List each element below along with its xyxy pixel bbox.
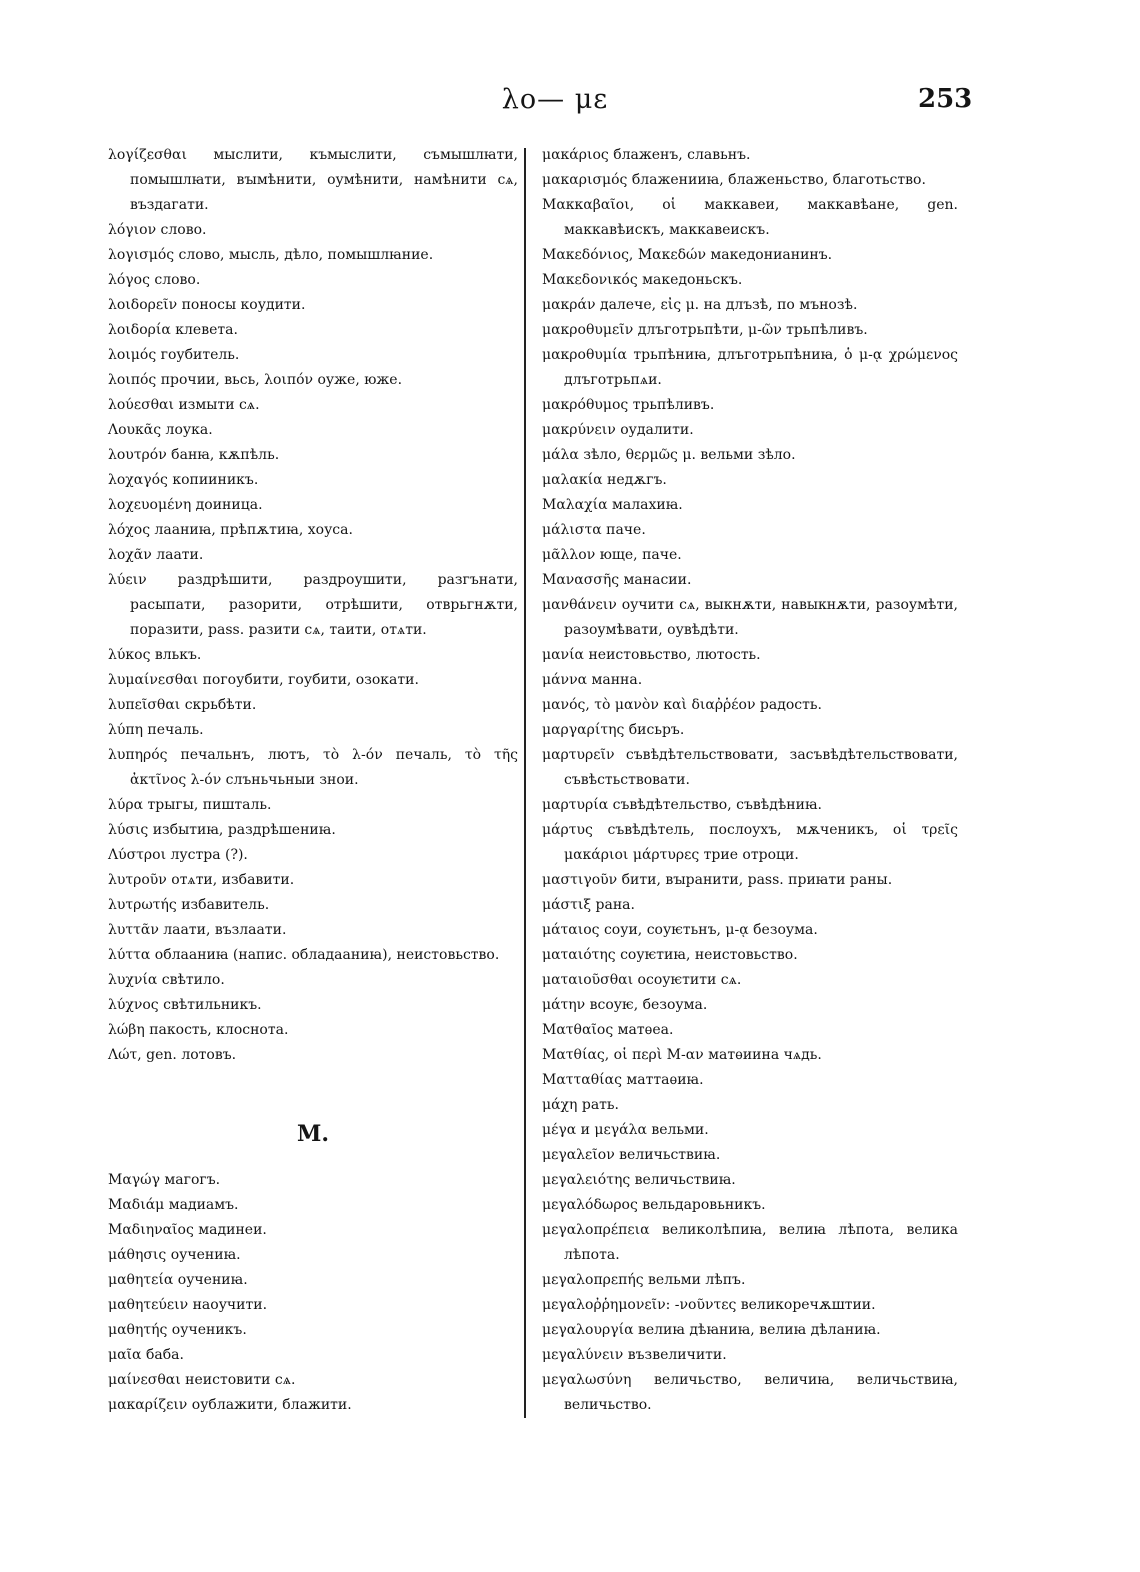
- dictionary-entry: μακροθυμεῖν длъготрьпѣти, μ-ῶν трьпѣливъ.: [542, 322, 868, 338]
- dictionary-entry: μαθητεία оучениꙗ.: [108, 1272, 248, 1288]
- column-divider: [524, 148, 526, 1418]
- dictionary-entry: μεγαλοῤῥημονεῖν: -νοῦντες великоречѫштии.: [542, 1297, 876, 1313]
- dictionary-entry: μάστιξ рана.: [542, 897, 635, 913]
- dictionary-entry: μαστιγοῦν бити, вꙑранити, pass. приꙗти раны.: [542, 872, 893, 888]
- dictionary-entry: μεγαλοπρεπής вельми лѣпъ.: [542, 1272, 746, 1288]
- dictionary-entry: Μακεδόνιος, Μακεδών македонианинъ.: [542, 247, 833, 263]
- dictionary-entry: ματαιότης соуѥтиꙗ, неистовьство.: [542, 947, 798, 963]
- dictionary-entry: λούεσθαι измыти сѧ.: [108, 397, 260, 413]
- dictionary-entry: μανία неистовьство, лютость.: [542, 647, 761, 663]
- dictionary-entry: λοχευομένη доиница.: [108, 497, 263, 513]
- dictionary-entry: λυττᾶν лаати, възлаати.: [108, 922, 287, 938]
- section-letter-m: M.: [296, 1121, 329, 1147]
- dictionary-entry: μαλακία недѫгъ.: [542, 472, 667, 488]
- dictionary-entry: Ματθαῖος матѳеа.: [542, 1022, 674, 1038]
- dictionary-entry: λουτρόν банꙗ, кѫпѣль.: [108, 447, 280, 463]
- dictionary-entry: μάχη рать.: [542, 1097, 619, 1113]
- dictionary-entry: λογίζεσθαι мыслити, къмыслити, съмышлꙗти, помышлꙗти, вꙑмѣнити, оумѣнити, намѣнити сѧ, въздагати.: [108, 147, 518, 213]
- dictionary-entry: λυπεῖσθαι скрьбѣти.: [108, 697, 257, 713]
- dictionary-entry: μεγαλύνειν възвеличити.: [542, 1347, 727, 1363]
- dictionary-entry: Λουκᾶς лоука.: [108, 422, 213, 438]
- dictionary-entry: λύπη печаль.: [108, 722, 204, 738]
- dictionary-entry: μακαρίζειν оублажити, блажити.: [108, 1397, 352, 1413]
- dictionary-entry: λυπηρός печальнъ, лютъ, τὸ λ-όν печаль, τὸ τῆς ἀκτῖνος λ-όν слъньчьныи знои.: [108, 747, 518, 788]
- dictionary-entry: μαίνεσθαι неистовити сѧ.: [108, 1372, 296, 1388]
- dictionary-entry: Μαδιηναῖος мадинеи.: [108, 1222, 267, 1238]
- dictionary-entry: λογισμός слово, мысль, дѣло, помышлꙗние.: [108, 247, 434, 263]
- dictionary-entry: μάννα манна.: [542, 672, 643, 688]
- dictionary-entry: μακράν далече, εἰς μ. на длъзѣ, по мънозѣ.: [542, 297, 858, 313]
- dictionary-entry: λύττα облааниꙗ (напис. обладааниꙗ), неистовьство.: [108, 947, 500, 963]
- page-number: 253: [918, 84, 973, 114]
- dictionary-entry: μαρτυρία съвѣдѣтельство, съвѣдѣниꙗ.: [542, 797, 822, 813]
- dictionary-entry: λυτρωτής избавитель.: [108, 897, 270, 913]
- dictionary-entry: Μανασσῆς манасии.: [542, 572, 692, 588]
- dictionary-entry: λυμαίνεσθαι погоубити, гоубити, озокати.: [108, 672, 419, 688]
- dictionary-entry: Μακκαβαῖοι, οἱ маккавеи, маккавѣане, gen. маккавѣискъ, маккавеискъ.: [542, 197, 958, 238]
- dictionary-entry: λοιπός прочии, вьсь, λοιπόν оуже, юже.: [108, 372, 403, 388]
- dictionary-entry: μεγαλωσύνη величьство, величиꙗ, величьствиꙗ, величьство.: [542, 1372, 958, 1413]
- dictionary-entry: μακρύνειν оудалити.: [542, 422, 694, 438]
- dictionary-entry: λύσις избытиꙗ, раздрѣшениꙗ.: [108, 822, 336, 838]
- dictionary-entry: Λύστροι лустра (?).: [108, 847, 248, 863]
- dictionary-entry: μαθητής оученикъ.: [108, 1322, 247, 1338]
- left-entries-list: [108, 143, 518, 1068]
- dictionary-entry: λοχᾶν лаати.: [108, 547, 204, 563]
- dictionary-entry: μᾶλλον юще, паче.: [542, 547, 682, 563]
- dictionary-entry: ματαιοῦσθαι осоуѥтити сѧ.: [542, 972, 742, 988]
- dictionary-entry: λύκος влькъ.: [108, 647, 202, 663]
- dictionary-entry: μακρόθυμος трьпѣливъ.: [542, 397, 715, 413]
- dictionary-entry: λυτροῦν отѧти, избавити.: [108, 872, 295, 888]
- section-gap: [108, 1068, 518, 1120]
- page-header-title: λο— με: [501, 84, 609, 115]
- dictionary-entry: Ματθίας, οἱ περὶ M-αν матѳиина чѧдь.: [542, 1047, 822, 1063]
- dictionary-entry: λύρα трыгы, пишталь.: [108, 797, 272, 813]
- left-entries-m-list: [108, 1168, 518, 1418]
- dictionary-entry: μανός, τὸ μανὸν καὶ διαῤῥέον радость.: [542, 697, 822, 713]
- dictionary-entry: μάρτυς съвѣдѣтель, послоухъ, мѫченикъ, οἱ τρεῖς μακάριοι μάρτυρες трие отроци.: [542, 822, 958, 863]
- dictionary-entry: λοιδορία клевета.: [108, 322, 238, 338]
- dictionary-entry: μεγαλόδωρος вельдаровьникъ.: [542, 1197, 766, 1213]
- dictionary-entry: μάλα зѣло, θερμῶς μ. вельми зѣло.: [542, 447, 796, 463]
- dictionary-entry: λύειν раздрѣшити, раздроушити, разгънати, расыпати, разорити, отрѣшити, отврьгнѫти, поразити, pass. разити сѧ, таити, отѧти.: [108, 572, 518, 638]
- dictionary-entry: μάθησις оучениꙗ.: [108, 1247, 241, 1263]
- right-column: [542, 143, 958, 1418]
- dictionary-entry: Ματταθίας маттаѳиꙗ.: [542, 1072, 704, 1088]
- dictionary-entry: Λώτ, gen. лотовъ.: [108, 1047, 237, 1063]
- dictionary-entry: μάταιος соуи, соуѥтьнъ, μ-ᾳ безоума.: [542, 922, 818, 938]
- dictionary-entry: λώβη пакость, клоснота.: [108, 1022, 289, 1038]
- dictionary-entry: μεγαλουργία велиꙗ дѣꙗниꙗ, велиꙗ дѣланиꙗ.: [542, 1322, 881, 1338]
- dictionary-entry: λόγιον слово.: [108, 222, 207, 238]
- dictionary-entry: μεγαλεῖον величьствиꙗ.: [542, 1147, 721, 1163]
- dictionary-entry: Μαλαχία малахиꙗ.: [542, 497, 683, 513]
- dictionary-entry: μαργαρίτης бисьръ.: [542, 722, 685, 738]
- dictionary-entry: Μαγώγ магогъ.: [108, 1172, 221, 1188]
- dictionary-entry: μακαρισμός блаженииꙗ, блаженьство, благотьство.: [542, 172, 926, 188]
- dictionary-entry: μάλιστα паче.: [542, 522, 646, 538]
- dictionary-entry: μαρτυρεῖν съвѣдѣтельствовати, засъвѣдѣтельствовати, съвѣстьствовати.: [542, 747, 958, 788]
- dictionary-entry: μάτην всоуѥ, безоума.: [542, 997, 708, 1013]
- dictionary-entry: μέγα и μεγάλα вельми.: [542, 1122, 709, 1138]
- dictionary-entry: λοχαγός копииникъ.: [108, 472, 259, 488]
- dictionary-entry: μαῖα баба.: [108, 1347, 184, 1363]
- dictionary-entry: μανθάνειν оучити сѧ, выкнѫти, навыкнѫти, разоумѣти, разоумѣвати, оувѣдѣти.: [542, 597, 958, 638]
- dictionary-entry: Μακεδονικός македоньскъ.: [542, 272, 743, 288]
- dictionary-entry: λόγος слово.: [108, 272, 201, 288]
- dictionary-entry: λύχνος свѣтильникъ.: [108, 997, 262, 1013]
- dictionary-entry: μεγαλειότης величьствиꙗ.: [542, 1172, 736, 1188]
- dictionary-entry: λοιδορεῖν поносы коудити.: [108, 297, 306, 313]
- dictionary-entry: μακάριος блаженъ, славьнъ.: [542, 147, 751, 163]
- dictionary-entry: λοιμός гоубитель.: [108, 347, 240, 363]
- dictionary-entry: μαθητεύειν наоучити.: [108, 1297, 268, 1313]
- left-column: [108, 143, 518, 1418]
- dictionary-entry: λόχος лааниꙗ, прѣпѫтиꙗ, хоуса.: [108, 522, 353, 538]
- right-entries-list: [542, 143, 958, 1418]
- dictionary-entry: Μαδιάμ мадиамъ.: [108, 1197, 239, 1213]
- dictionary-entry: μεγαλοπρέπεια великолѣпиꙗ, велиꙗ лѣпота, велика лѣпота.: [542, 1222, 958, 1263]
- dictionary-entry: μακροθυμία трьпѣниꙗ, длъготрьпѣниꙗ, ὁ μ-ᾳ χρώμενος длъготрьпѧи.: [542, 347, 958, 388]
- dictionary-entry: λυχνία свѣтило.: [108, 972, 225, 988]
